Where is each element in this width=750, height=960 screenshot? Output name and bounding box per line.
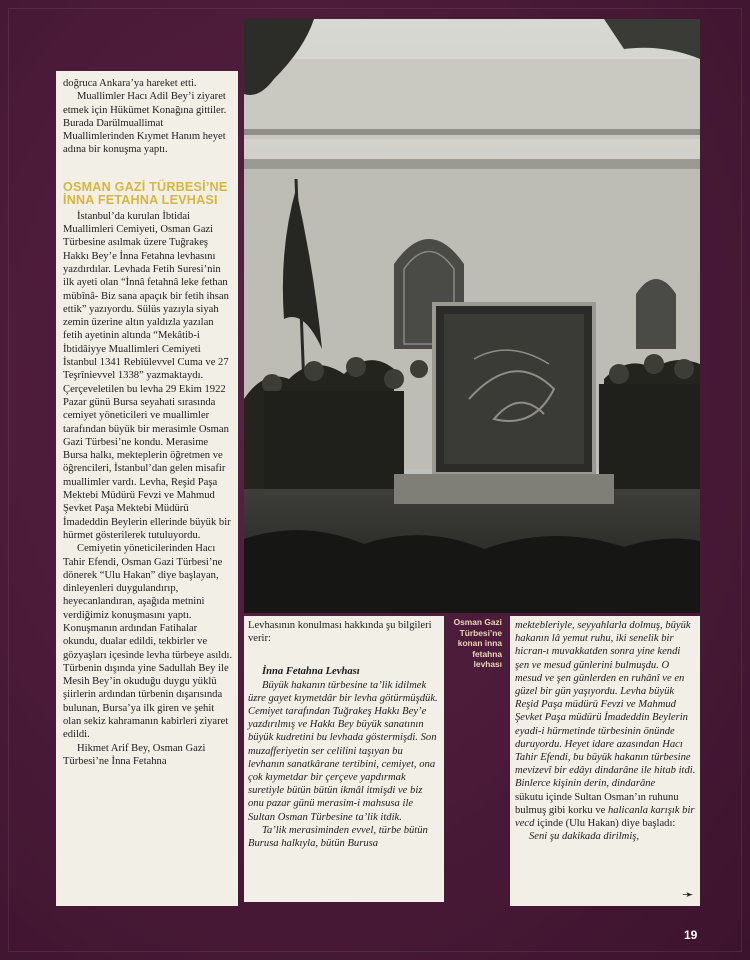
middle-subheading: İnna Fetahna Levhası xyxy=(262,666,360,678)
right-paragraph-2a: sükutu içinde Sultan Osman’ın ruhunu bulmuş gibi korku ve xyxy=(515,791,679,816)
historical-photo xyxy=(244,19,700,613)
page-number: 19 xyxy=(684,928,698,942)
left-paragraph-4: Cemiyetin yöneticilerinden Hacı Tahir Efendi, Osman Gazi Türbesi’ne dönerek “Ulu Hakan” diye başlayan, dinleyenleri duygulandırıp, heyecanlandıran, aşağıda metnini verdiğimiz konuşmasını yaptı. Konuşmanın ardından Fatihalar okundu, dualar edildi, tekbirler ve gözyaşları içesinde levha türbeye asıldı. Türbenin dışında yine Sadullah Bey ile Mesih Bey’in okuduğu duygu yüklü şiirlerin ardından türbenin dışarısında bulunan, Bursa’ya ilk giren ve şehit olan sekiz kahramanın kabirleri ziyaret edildi. xyxy=(63,543,233,741)
middle-lead-text: Levhasının konulması hakkında şu bilgileri verir: xyxy=(248,620,432,645)
continue-arrow-icon: ➛ xyxy=(682,887,694,903)
middle-paragraph-2: Ta’lik merasiminden evvel, türbe bütün Burusa halkıyla, bütün Burusa xyxy=(248,824,428,850)
left-paragraph-2: Muallimler Hacı Adil Bey’i ziyaret etmek için Hükümet Konağına gittiler. Burada Darülmuallimat Muallimlerinden Kıymet Hanım heyet adına bir konuşma yaptı. xyxy=(63,91,227,156)
photo-caption: Osman Gazi Türbesi’ne konan inna fetahna levhası xyxy=(453,617,502,669)
right-paragraph-2 xyxy=(515,791,696,831)
right-paragraph-1: mektebleriyle, seyyahlarla dolmuş, büyük hakanın lâ yemut ruhu, iki senelik bir hicran-ı muvakkatden sonra yine kendi şen ve mesud günlerini bulmuşdu. O mesud ve şen günlerden en ruhânî ve en güzel bir gün yaşıyordu. Levha büyük Reşid Paşa müdürü Fevzi ve Mahmud Şevket Paşa müdürü İmadeddin Beylerin eyadi-i hürmetinde türbesinin önünde duruyordu. Heyet idare azasından Hacı Tahir Efendi, bu büyük hakanın türbesine mevizevî bir edâyı dindarâne ile hitab itdi. Binlerce kişinin derin, dindarâne xyxy=(515,620,696,790)
right-text-column xyxy=(510,616,700,906)
section-heading: OSMAN GAZİ TÜRBESİ’NE İNNA FETAHNA LEVHASI xyxy=(63,179,228,207)
right-paragraph-3: Seni şu dakikada dirilmiş, xyxy=(529,831,640,843)
right-paragraph-2-italic: halicanla karışık bir vecd xyxy=(515,804,695,830)
left-paragraph-3: İstanbul’da kurulan İbtidai Muallimleri Cemiyeti, Osman Gazi Türbesine asılmak üzere Tuğrakeş Hakkı Bey’e İnna Fetahna levhasını yazdırdılar. Levhada Fetih Suresi’nin ilk ayeti olan “İnnâ fetahnâ leke fethan mübînâ- Biz sana apaçık bir fetih ihsan ettik” yazıyordu. Sülüs yazıyla siyah zemin üzerine altın yaldızla yazılan fetih ayetinin altında “Mekâtib-i İbtidâiyye Muallimleri Cemiyeti İstanbul 1341 Rebîülevvel Cuma ve 27 Teşrînievvel 1338” yazmaktaydı. Çerçeveletilen bu levha 29 Ekim 1922 Pazar günü Bursa seyahati sırasında cemiyet yöneticileri ve muallimler tarafından büyük bir merasimle Osman Gazi Türbesi’ne kondu. Merasime Bursa halkı, mekteplerin öğretmen ve öğrencileri, İstanbul’dan gelen misafir muallimler vardı. Levha, Reşid Paşa Mektebi Müdürü Fevzi ve Mahmud Şevket Paşa Mektebi Müdürü İmadeddin Beylerin ellerinde büyük bir hürmet gösterilerek tutuluyordu. xyxy=(63,210,231,541)
left-paragraph-1: doğruca Ankara’ya hareket etti. xyxy=(63,78,197,89)
left-text-column xyxy=(56,71,238,906)
right-paragraph-2b: içinde (Ulu Hakan) diye başladı: xyxy=(537,818,676,830)
middle-paragraph-1: Büyük hakanın türbesine ta’lik idilmek üzre gayet kıymetdâr bir levha götürmüşdük. Cemiyet tarafından Tuğrakeş Hakkı Bey’e yazdırılmış ve Hakkı Bey büyük sanatının büyük kudretini bu levhada göstermişdi. Son muzafferiyetin ser celilini taşıyan bu levhanın sanatkârane tertibini, cemiyet, ona çok kıymetdar bir çerçeve yapdırmak suretiyle bütün bütün ikmâl itmişdi ve biz onu pazar günü merasim-i mahsusa ile Sultan Osman Türbesine ta’lik itdik. xyxy=(248,679,438,823)
left-paragraph-5: Hikmet Arif Bey, Osman Gazi Türbesi’ne İnna Fetahna xyxy=(63,742,206,767)
middle-text-column xyxy=(244,616,444,902)
